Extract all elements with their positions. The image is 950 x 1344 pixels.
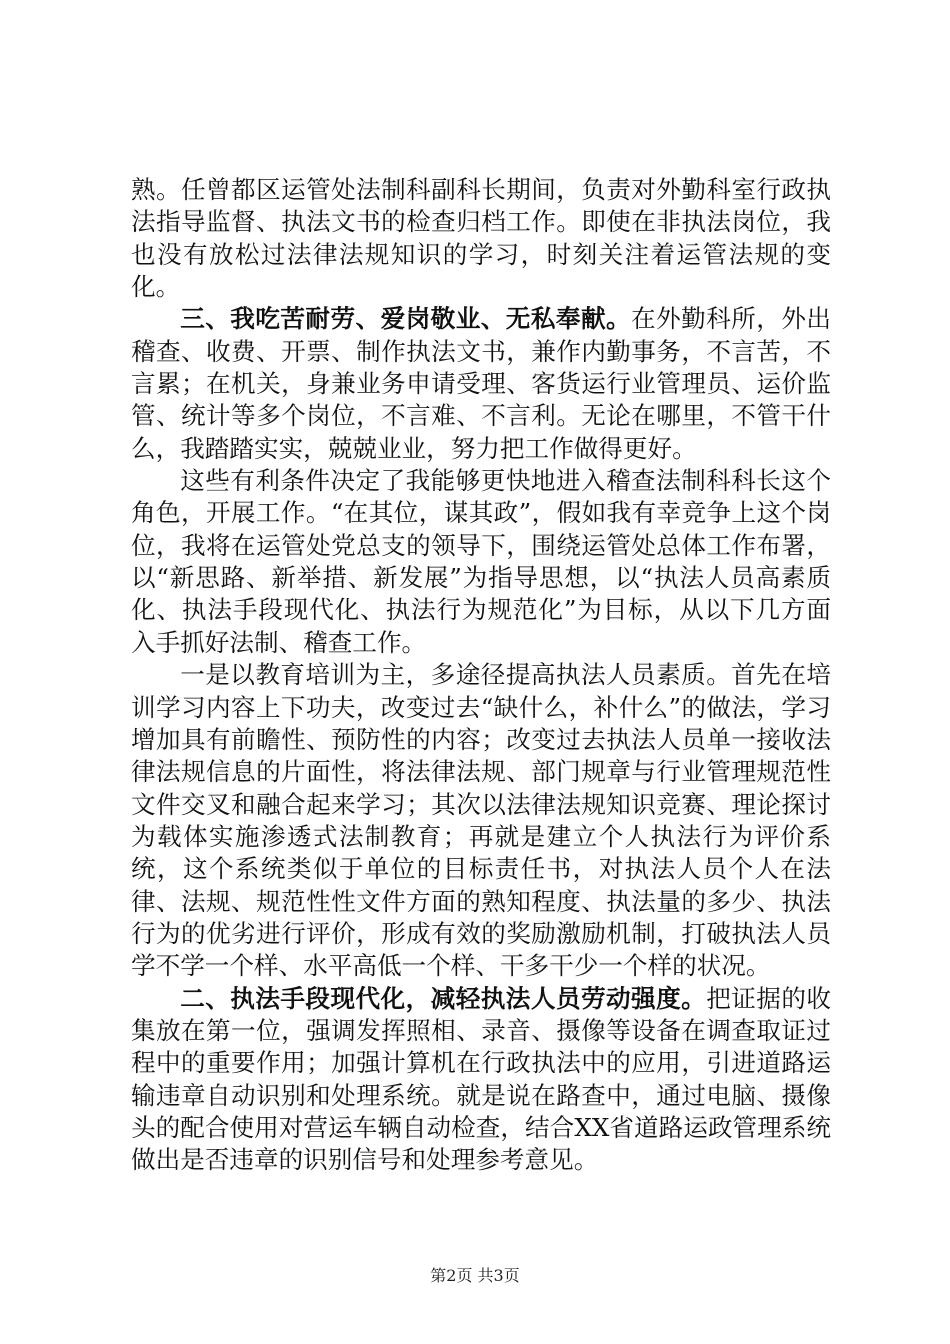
paragraph-4 (131, 659, 831, 982)
paragraph-5-heading: 二、执法手段现代化，减轻执法人员劳动强度。 (180, 983, 707, 1013)
paragraph-4-text: 一是以教育培训为主，多途径提高执法人员素质。首先在培训学习内容上下功夫，改变过去“缺什么，补什么”的做法，学习增加具有前瞻性、预防性的内容；改变过去执法人员单一接收法律法规信息的片面性，将法律法规、部门规章与行业管理规范性文件交叉和融合起来学习；其次以法律法规知识竞赛、理论探讨为载体实施渗透式法制教育；再就是建立个人执法行为评价系统，这个系统类似于单位的目标责任书，对执法人员个人在法律、法规、规范性性文件方面的熟知程度、执法量的多少、执法行为的优劣进行评价，形成有效的奖励激励机制，打破执法人员学不学一个样、水平高低一个样、干多干少一个样的状况。 (131, 660, 831, 981)
paragraph-2 (131, 303, 831, 465)
paragraph-3-text: 这些有利条件决定了我能够更快地进入稽查法制科科长这个角色，开展工作。“在其位，谋其政”，假如我有幸竞争上这个岗位，我将在运管处党总支的领导下，围绕运管处总体工作布署，以“新思路、新举措、新发展”为指导思想，以“执法人员高素质化、执法手段现代化、执法行为规范化”为目标，从以下几方面入手抓好法制、稽查工作。 (131, 466, 831, 657)
paragraph-1 (131, 174, 831, 303)
paragraph-2-heading: 三、我吃苦耐劳、爱岗敬业、无私奉献。 (180, 304, 632, 334)
page-number-label: 第2页 共3页 (430, 1266, 520, 1285)
page-footer (0, 1266, 950, 1286)
paragraph-3 (131, 465, 831, 659)
paragraph-5 (131, 983, 831, 1177)
document-body (131, 174, 831, 1177)
paragraph-1-text: 熟。任曾都区运管处法制科副科长期间，负责对外勤科室行政执法指导监督、执法文书的检查归档工作。即使在非执法岗位，我也没有放松过法律法规知识的学习，时刻关注着运管法规的变化。 (131, 175, 831, 302)
paragraph-5-text: 把证据的收集放在第一位，强调发挥照相、录音、摄像等设备在调查取证过程中的重要作用；加强计算机在行政执法中的应用，引进道路运输违章自动识别和处理系统。就是说在路查中，通过电脑、摄像头的配合使用对营运车辆自动检查，结合XX省道路运政管理系统做出是否违章的识别信号和处理参考意见。 (131, 983, 831, 1175)
paragraph-2-text: 在外勤科所，外出稽查、收费、开票、制作执法文书，兼作内勤事务，不言苦，不言累；在机关，身兼业务申请受理、客货运行业管理员、运价监管、统计等多个岗位，不言难、不言利。无论在哪里，不管干什么，我踏踏实实，兢兢业业，努力把工作做得更好。 (131, 304, 831, 463)
